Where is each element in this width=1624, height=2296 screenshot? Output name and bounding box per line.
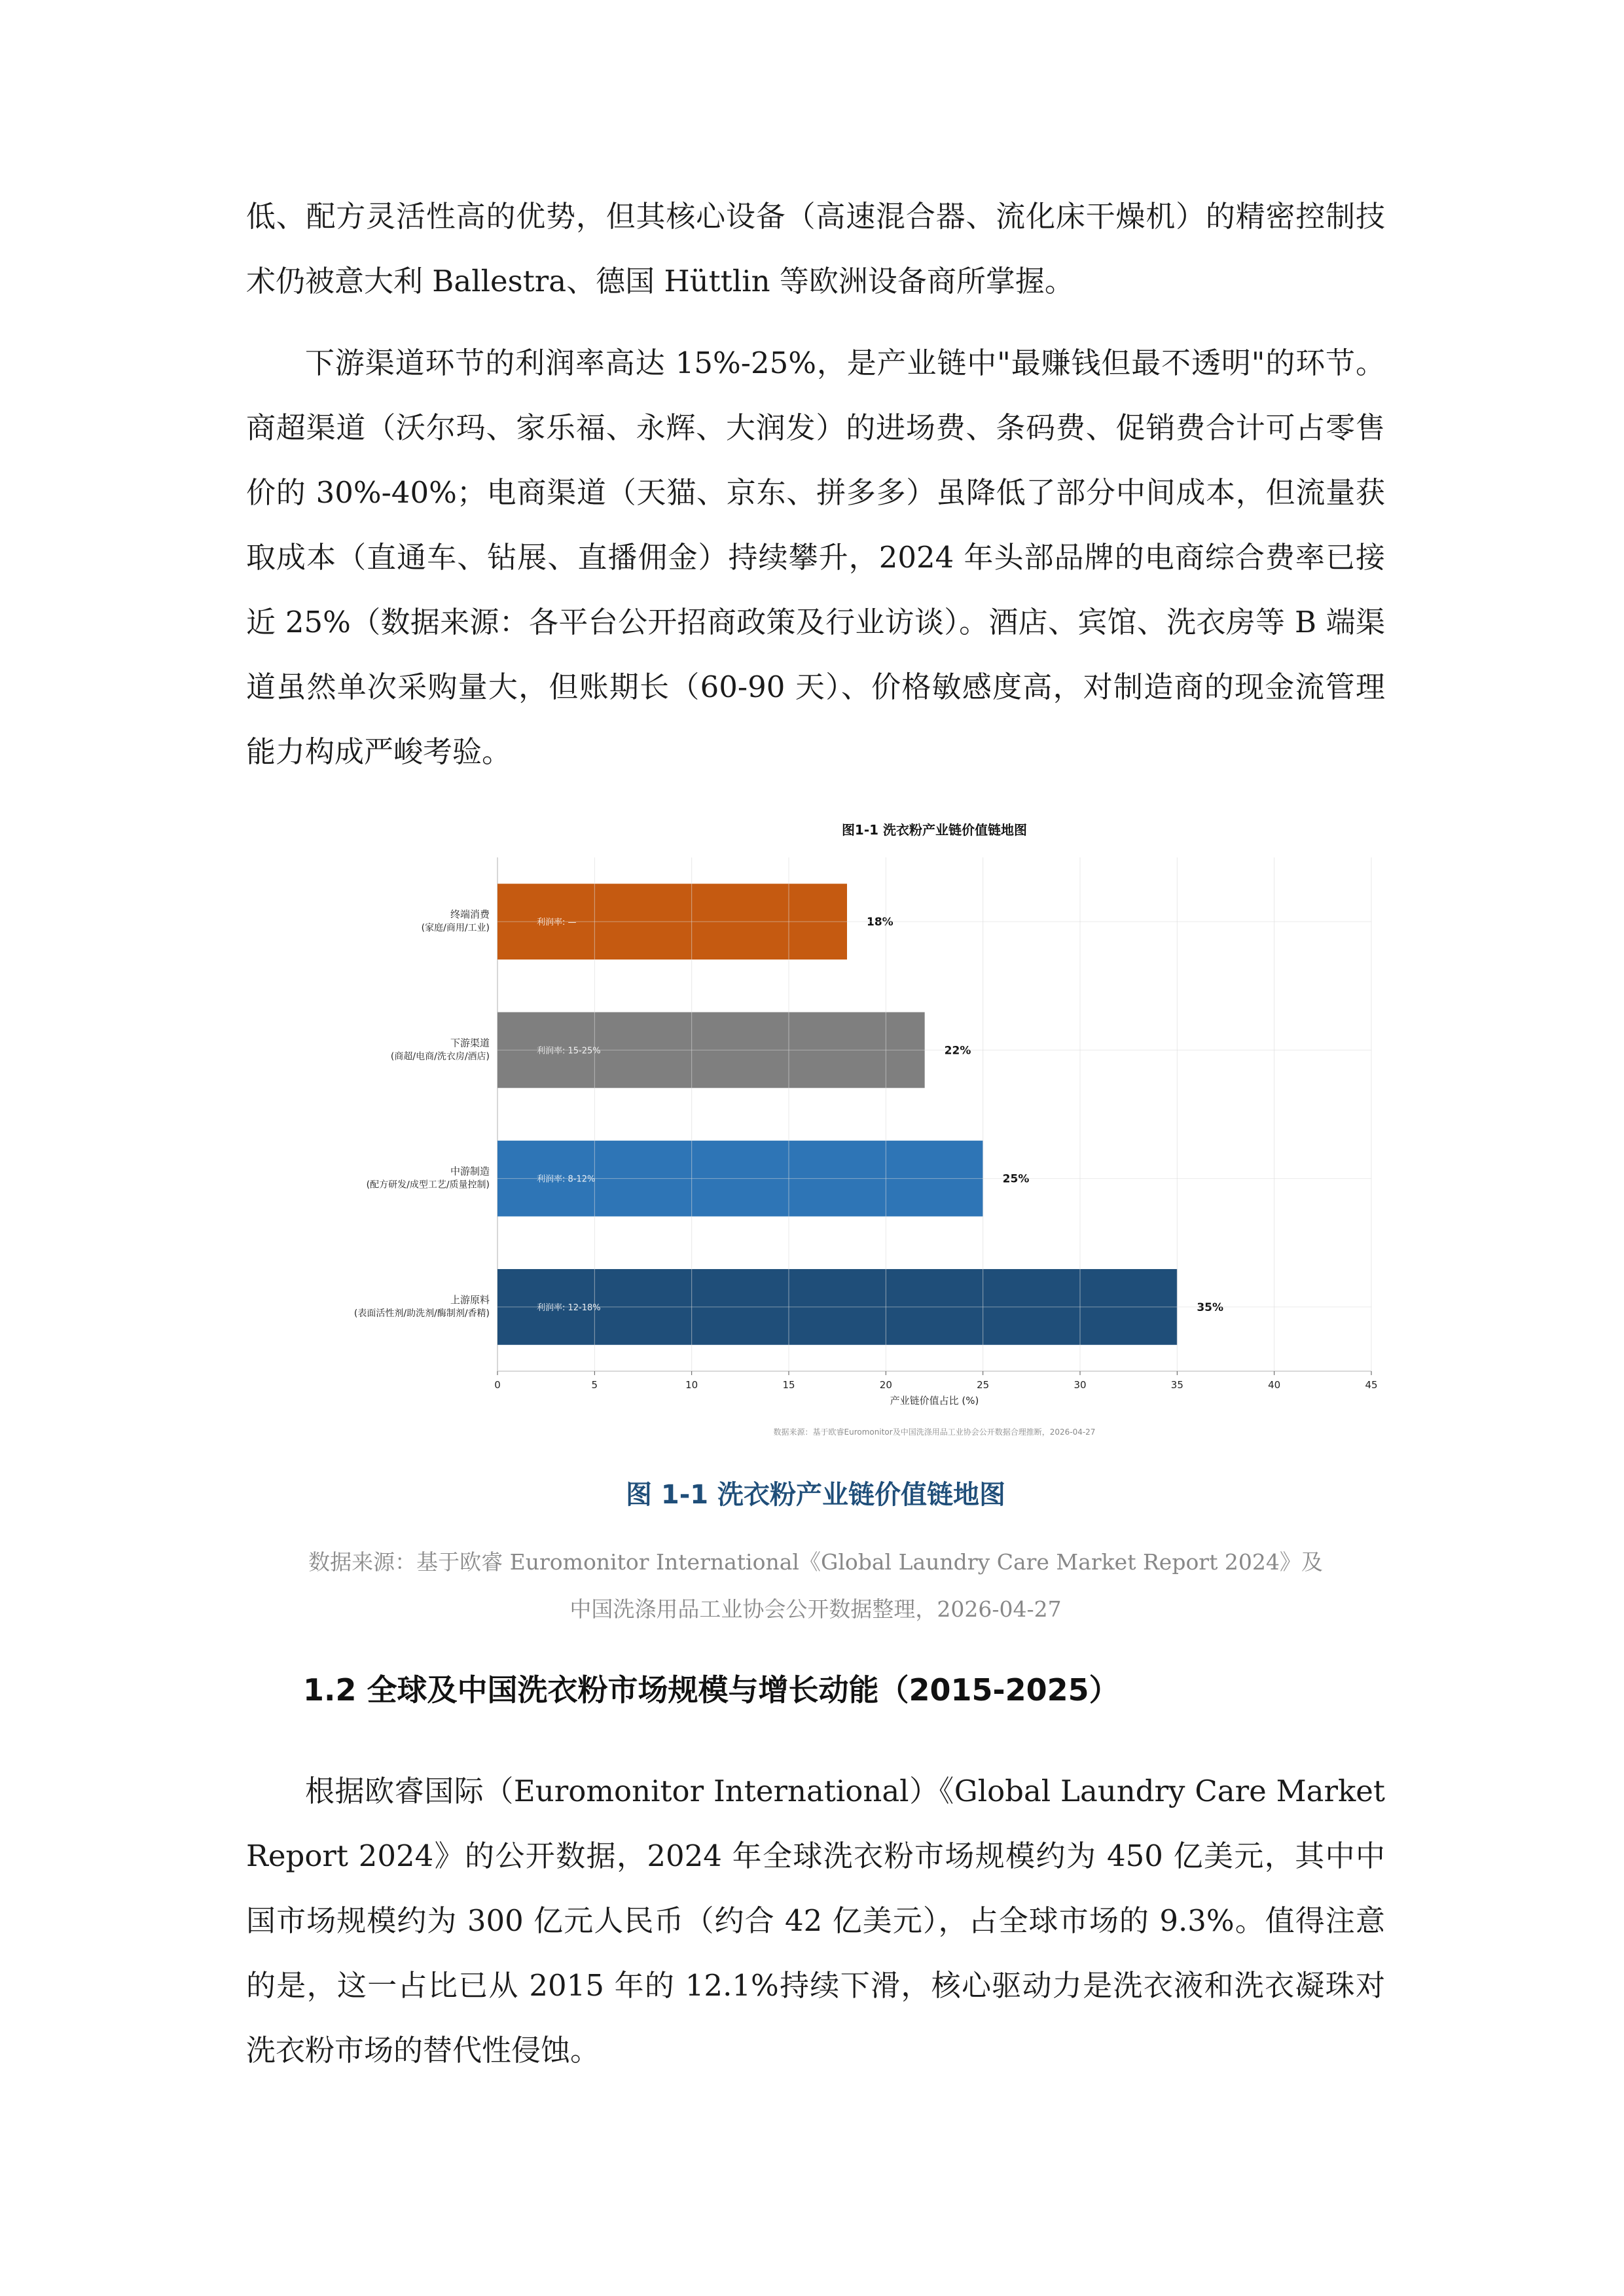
bar-value-label-4: 35% [1197,1300,1224,1314]
x-tick-label-45: 45 [1365,1379,1378,1391]
bar-value-label-1: 18% [867,916,893,929]
x-tick-label-30: 30 [1074,1379,1087,1391]
chart-title: 图1-1 洗衣粉产业链价值链地图 [841,822,1028,838]
value-chain-chart [288,808,1401,1443]
bar-inner-label-1: 利润率: — [537,918,577,928]
category-sublabel-4: (表面活性剂/助洗剂/酶制剂/香精) [353,1308,490,1319]
paragraph-equipment: 低、配方灵活性高的优势，但其核心设备（高速混合器、流化床干燥机）的精密控制技术仍被意大利 Ballestra、德国 Hüttlin 等欧洲设备商所掌握。 [246,199,1385,298]
paragraph-downstream-channels: 下游渠道环节的利润率高达 15%-25%，是产业链中"最赚钱但最不透明"的环节。商超渠道（沃尔玛、家乐福、永辉、大润发）的进场费、条码费、促销费合计可占零售价的 30%-40%；电商渠道（天猫、京东、拼多多）虽降低了部分中间成本，但流量获取成本（直通车、钻展、直播佣金）持续攀升，2024 年头部品牌的电商综合费率已接近 25%（数据来源：各平台公开招商政策及行业访谈）。酒店、宾馆、洗衣房等 B 端渠道虽然单次采购量大，但账期长（60-90 天）、价格敏感度高，对制造商的现金流管理能力构成严峻考验。 [246,346,1385,769]
x-tick-label-5: 5 [591,1379,598,1391]
chart-source-note: 数据来源：基于欧睿Euromonitor及中国洗涤用品工业协会公开数据合理推断，2026-04-27 [773,1427,1096,1437]
bar-inner-label-2: 利润率: 15-25% [537,1046,601,1056]
bar-inner-label-3: 利润率: 8-12% [537,1174,596,1185]
category-sublabel-2: (商超/电商/洗衣房/酒店) [390,1051,490,1062]
x-axis-label: 产业链价值占比 (%) [890,1395,979,1407]
bar-value-label-2: 22% [944,1044,971,1058]
category-label-1: 终端消费 [450,908,490,921]
category-sublabel-3: (配方研发/成型工艺/质量控制) [366,1179,490,1191]
figure-source-line-1: 数据来源：基于欧睿 Euromonitor International《Global Laundry Care Market Report 2024》及 [308,1549,1323,1575]
bar-inner-label-4: 利润率: 12-18% [537,1302,601,1313]
x-tick-label-20: 20 [879,1379,892,1391]
figure-caption: 图 1-1 洗衣粉产业链价值链地图 [625,1480,1006,1510]
category-sublabel-1: (家庭/商用/工业) [421,923,490,934]
category-label-3: 中游制造 [450,1165,490,1177]
x-tick-label-40: 40 [1268,1379,1281,1391]
x-tick-label-35: 35 [1170,1379,1183,1391]
bar-value-label-3: 25% [1002,1172,1030,1186]
section-heading: 1.2 全球及中国洗衣粉市场规模与增长动能（2015-2025） [303,1672,1119,1708]
x-tick-label-15: 15 [782,1379,795,1391]
figure-source [246,1539,1385,1633]
paragraph-market-size: 根据欧睿国际（Euromonitor International）《Global Laundry Care Market Report 2024》的公开数据，2024 年全球洗衣粉市场规模约为 450 亿美元，其中中国市场规模约为 300 亿元人民币（约合 42 亿美元），占全球市场的 9.3%。值得注意的是，这一占比已从 2015 年的 12.1%持续下滑，核心驱动力是洗衣液和洗衣凝珠对洗衣粉市场的替代性侵蚀。 [246,1774,1385,2068]
figure-source-line-2: 中国洗涤用品工业协会公开数据整理，2026-04-27 [569,1596,1062,1622]
category-label-2: 下游渠道 [450,1037,490,1049]
x-tick-label-25: 25 [977,1379,990,1391]
value-chain-chart-svg [288,808,1401,1443]
category-label-4: 上游原料 [450,1293,490,1306]
x-tick-label-0: 0 [494,1379,501,1391]
x-tick-label-10: 10 [685,1379,698,1391]
